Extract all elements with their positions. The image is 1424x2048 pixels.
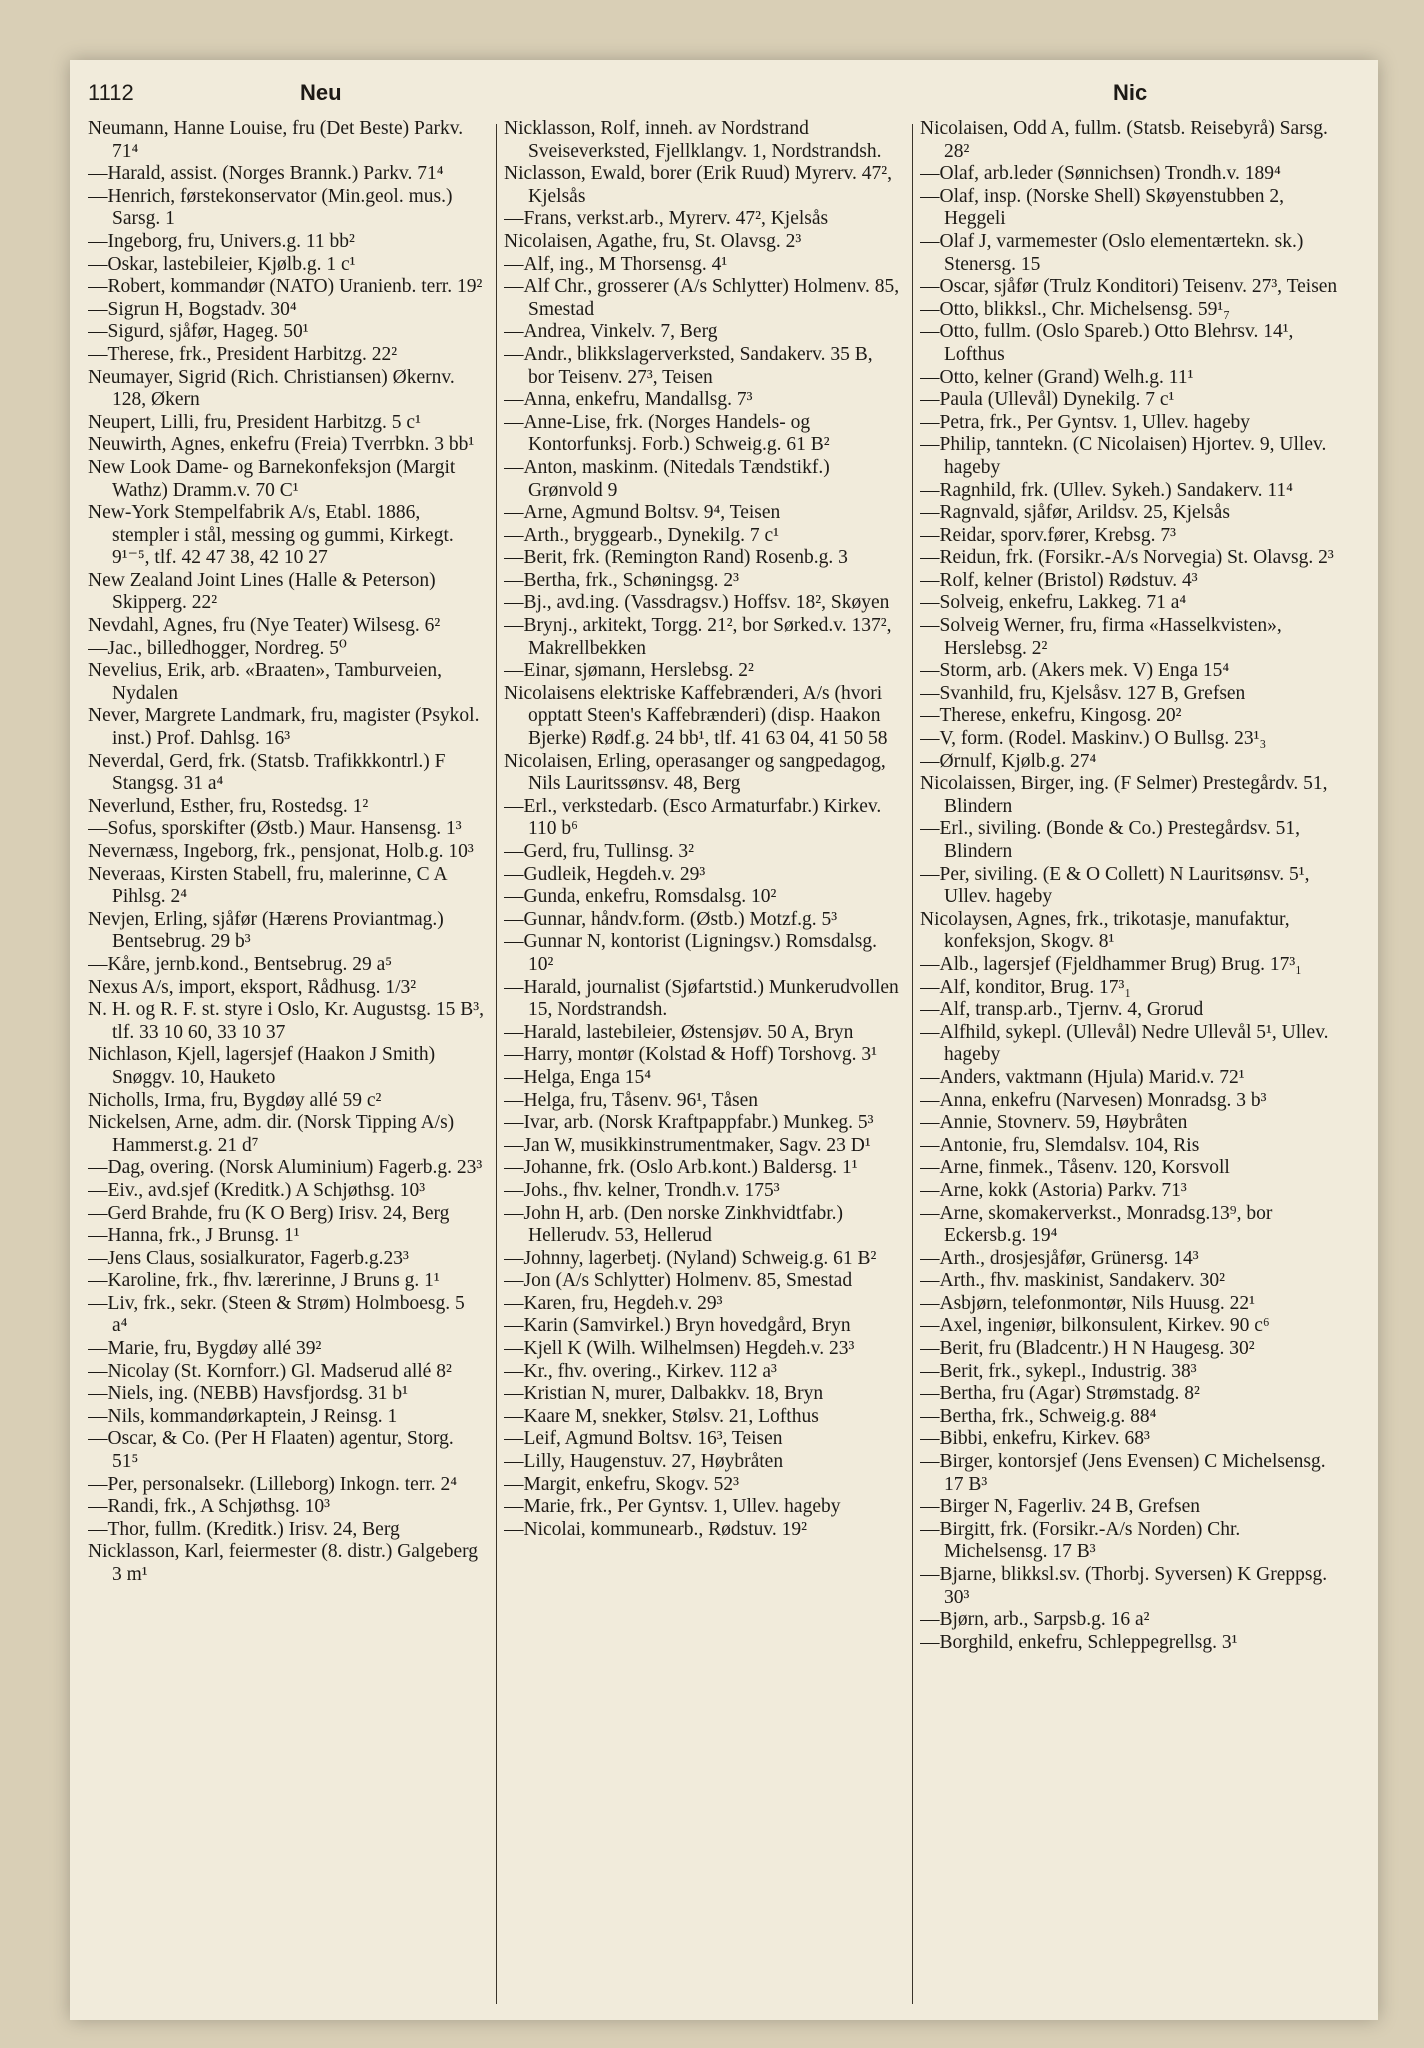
directory-entry: Nicolaisen, Erling, operasanger og sangpedagog, Nils Lauritssønsv. 48, Berg	[504, 750, 886, 795]
directory-entry: —Frans, verkst.arb., Myrerv. 47², Kjelsås	[504, 208, 829, 230]
directory-entry: —Jens Claus, sosialkurator, Fagerb.g.23³	[88, 1247, 409, 1269]
directory-entry: —Arne, Agmund Boltsv. 9⁴, Teisen	[504, 502, 781, 524]
directory-entry: —Birgitt, frk. (Forsikr.-A/s Norden) Chr. Michelsensg. 17 B³	[920, 1518, 1241, 1563]
directory-entry: —Berit, frk., sykepl., Industrig. 38³	[920, 1360, 1197, 1382]
page-header	[88, 80, 1360, 114]
directory-entry: —Olaf J, varmemester (Oslo elementærtekn. sk.) Stenersg. 15	[920, 230, 1304, 275]
directory-entry: —Anders, vaktmann (Hjula) Marid.v. 72¹	[920, 1066, 1245, 1088]
directory-entry: Never, Margrete Landmark, fru, magister (Psykol. inst.) Prof. Dahlsg. 16³	[88, 705, 480, 750]
directory-entry: Nicolaissen, Birger, ing. (F Selmer) Prestegårdv. 51, Blindern	[920, 773, 1328, 817]
directory-entry: Nickelsen, Arne, adm. dir. (Norsk Tipping A/s) Hammerst.g. 21 d⁷	[88, 1112, 455, 1156]
directory-entry: —Niels, ing. (NEBB) Havsfjordsg. 31 b¹	[88, 1383, 408, 1405]
directory-entry: —Randi, frk., A Schjøthsg. 10³	[88, 1496, 331, 1518]
directory-entry: —Alfhild, sykepl. (Ullevål) Nedre Ullevål 5¹, Ullev. hageby	[920, 1021, 1329, 1066]
directory-entry: —Nicolay (St. Kornforr.) Gl. Madserud allé 8²	[88, 1360, 452, 1382]
directory-entry: —Birger, kontorsjef (Jens Evensen) C Michelsensg. 17 B³	[920, 1451, 1326, 1495]
directory-entry: New Look Dame- og Barnekonfeksjon (Margit Wathz) Dramm.v. 70 C¹	[88, 456, 456, 501]
directory-entry: —Harry, montør (Kolstad & Hoff) Torshovg. 3¹	[504, 1044, 877, 1066]
directory-entry: —Marie, fru, Bygdøy allé 39²	[88, 1338, 322, 1360]
directory-entry: —Bj., avd.ing. (Vassdragsv.) Hoffsv. 18², Skøyen	[504, 592, 890, 614]
directory-entry: —Axel, ingeniør, bilkonsulent, Kirkev. 90 c⁶	[920, 1315, 1270, 1337]
directory-entry: —Per, siviling. (E & O Collett) N Lauritsønsv. 5¹, Ullev. hageby	[920, 863, 1310, 908]
directory-entry: —Rolf, kelner (Bristol) Rødstuv. 4³	[920, 569, 1198, 591]
directory-entry: —Brynj., arkitekt, Torgg. 21², bor Sørked.v. 137², Makrellbekken	[504, 615, 892, 659]
directory-entry: New Zealand Joint Lines (Halle & Peterson) Skipperg. 22²	[88, 569, 436, 614]
directory-entry: Neupert, Lilli, fru, President Harbitzg. 5 c¹	[88, 411, 421, 433]
directory-entry: —Andrea, Vinkelv. 7, Berg	[504, 321, 718, 343]
directory-entry: —Reidun, frk. (Forsikr.-A/s Norvegia) St. Olavsg. 2³	[920, 547, 1334, 569]
directory-entry: —Gunnar N, kontorist (Ligningsv.) Romsdalsg. 10²	[504, 931, 878, 975]
directory-entry: —John H, arb. (Den norske Zinkhvidtfabr.) Hellerudv. 53, Hellerud	[504, 1202, 844, 1247]
directory-entry: —Dag, overing. (Norsk Aluminium) Fagerb.g. 23³	[88, 1157, 483, 1179]
directory-entry: Nexus A/s, import, eksport, Rådhusg. 1/3²	[88, 976, 417, 998]
directory-entry: —Bertha, fru (Agar) Strømstadg. 8²	[920, 1383, 1200, 1405]
directory-entry: —Per, personalsekr. (Lilleborg) Inkogn. terr. 2⁴	[88, 1473, 458, 1495]
directory-entry: Nicolaysen, Agnes, frk., trikotasje, manufaktur, konfeksjon, Skogv. 8¹	[920, 908, 1290, 953]
directory-entry: —Gerd Brahde, fru (K O Berg) Irisv. 24, Berg	[88, 1202, 450, 1224]
directory-entry: —Arne, kokk (Astoria) Parkv. 71³	[920, 1179, 1187, 1201]
directory-entry: —Arth., drosjesjåfør, Grünersg. 14³	[920, 1247, 1199, 1269]
directory-entry: —Bertha, frk., Schøningsg. 2³	[504, 569, 739, 591]
directory-entry: —Einar, sjømann, Herslebsg. 2²	[504, 660, 754, 682]
directory-entry: —Andr., blikkslagerverksted, Sandakerv. 35 B, bor Teisenv. 27³, Teisen	[504, 343, 873, 388]
directory-entry: Neuwirth, Agnes, enkefru (Freia) Tverrbkn. 3 bb¹	[88, 434, 475, 456]
directory-columns	[88, 118, 1378, 2008]
directory-entry: —Helga, Enga 15⁴	[504, 1066, 652, 1088]
directory-entry: —Gudleik, Hegdeh.v. 29³	[504, 863, 706, 885]
directory-entry: Nevelius, Erik, arb. «Braaten», Tamburveien, Nydalen	[88, 660, 443, 704]
directory-entry: —Helga, fru, Tåsenv. 96¹, Tåsen	[504, 1089, 759, 1111]
directory-entry: —Robert, kommandør (NATO) Uranienb. terr. 19²	[88, 276, 483, 298]
directory-entry: —Ragnvald, sjåfør, Arildsv. 25, Kjelsås	[920, 502, 1230, 524]
directory-entry: —Erl., verkstedarb. (Esco Armaturfabr.) Kirkev. 110 b⁶	[504, 795, 882, 840]
directory-entry: —Alf, ing., M Thorsensg. 4¹	[504, 253, 728, 275]
directory-entry: —Alf, transp.arb., Tjernv. 4, Grorud	[920, 999, 1204, 1021]
directory-entry: —Johanne, frk. (Oslo Arb.kont.) Baldersg. 1¹	[504, 1157, 858, 1179]
directory-entry: —Asbjørn, telefonmontør, Nils Huusg. 22¹	[920, 1292, 1255, 1314]
directory-entry: Neumann, Hanne Louise, fru (Det Beste) Parkv. 71⁴	[88, 118, 464, 162]
directory-entry: —Alb., lagersjef (Fjeldhammer Brug) Brug. 17³₁	[920, 953, 1302, 975]
directory-entry: Nichlason, Kjell, lagersjef (Haakon J Smith) Snøggv. 10, Hauketo	[88, 1044, 436, 1088]
directory-entry: —Anton, maskinm. (Nitedals Tændstikf.) Grønvold 9	[504, 456, 830, 501]
directory-entry: —Ivar, arb. (Norsk Kraftpappfabr.) Munkeg. 5³	[504, 1112, 874, 1134]
directory-entry: —Philip, tanntekn. (C Nicolaisen) Hjortev. 9, Ullev. hageby	[920, 434, 1327, 478]
directory-entry: —Oscar, sjåfør (Trulz Konditori) Teisenv. 27³, Teisen	[920, 276, 1338, 298]
directory-entry: —Therese, frk., President Harbitzg. 22²	[88, 343, 398, 365]
directory-entry: —Kåre, jernb.kond., Bentsebrug. 29 a⁵	[88, 953, 393, 975]
directory-entry: Nevernæss, Ingeborg, frk., pensjonat, Holb.g. 10³	[88, 841, 474, 862]
directory-entry: —Erl., siviling. (Bonde & Co.) Prestegårdsv. 51, Blindern	[920, 818, 1301, 862]
directory-entry: Nevjen, Erling, sjåfør (Hærens Proviantmag.) Bentsebrug. 29 b³	[88, 908, 444, 953]
directory-entry: N. H. og R. F. st. styre i Oslo, Kr. Augustsg. 15 B³, tlf. 33 10 60, 33 10 37	[88, 999, 484, 1043]
directory-entry: Nicolaisen, Odd A, fullm. (Statsb. Reisebyrå) Sarsg. 28²	[920, 118, 1328, 162]
directory-entry: —Svanhild, fru, Kjelsåsv. 127 B, Grefsen	[920, 682, 1246, 704]
directory-entry: —Anna, enkefru (Narvesen) Monradsg. 3 b³	[920, 1089, 1267, 1111]
directory-entry: —Gunnar, håndv.form. (Østb.) Motzf.g. 5³	[504, 908, 838, 930]
directory-entry: —Johs., fhv. kelner, Trondh.v. 175³	[504, 1179, 780, 1201]
directory-entry: —Alf, konditor, Brug. 17³₁	[920, 976, 1132, 998]
directory-entry: —Kaare M, snekker, Stølsv. 21, Lofthus	[504, 1405, 819, 1427]
directory-entry: —Arne, skomakerverkst., Monradsg.13⁹, bor Eckersb.g. 19⁴	[920, 1202, 1273, 1247]
directory-entry: —Johnny, lagerbetj. (Nyland) Schweig.g. 61 B²	[504, 1247, 877, 1269]
directory-entry: —Nils, kommandørkaptein, J Reinsg. 1	[88, 1405, 398, 1427]
header-keyword-right: Nic	[1113, 80, 1148, 105]
directory-entry: Nevdahl, Agnes, fru (Nye Teater) Wilsesg. 6²	[88, 615, 441, 637]
directory-entry: —Margit, enkefru, Skogv. 52³	[504, 1473, 739, 1495]
directory-entry: —Berit, fru (Bladcentr.) H N Haugesg. 30²	[920, 1338, 1255, 1360]
page-number: 1112	[88, 80, 134, 105]
directory-entry: —Sigrun H, Bogstadv. 30⁴	[88, 298, 297, 320]
directory-entry: —Otto, blikksl., Chr. Michelsensg. 59¹₇	[920, 298, 1231, 320]
column-3	[920, 118, 1340, 2008]
directory-entry: —Sigurd, sjåfør, Hageg. 50¹	[88, 321, 309, 343]
directory-entry: —Liv, frk., sekr. (Steen & Strøm) Holmboesg. 5 a⁴	[88, 1292, 465, 1337]
directory-entry: —Gerd, fru, Tullinsg. 3²	[504, 841, 695, 862]
directory-entry: —Oskar, lastebileier, Kjølb.g. 1 c¹	[88, 253, 356, 275]
directory-entry: —Kristian N, murer, Dalbakkv. 18, Bryn	[504, 1383, 824, 1405]
directory-entry: Nicklasson, Rolf, inneh. av Nordstrand Sveiseverksted, Fjellklangv. 1, Nordstrandsh.	[504, 118, 882, 162]
directory-entry: —Birger N, Fagerliv. 24 B, Grefsen	[920, 1496, 1200, 1518]
directory-entry: Nicolaisen, Agathe, fru, St. Olavsg. 2³	[504, 230, 802, 252]
directory-entry: —Jon (A/s Schlytter) Holmenv. 85, Smestad	[504, 1270, 853, 1292]
directory-entry: —Anna, enkefru, Mandallsg. 7³	[504, 389, 753, 411]
directory-entry: —Hanna, frk., J Brunsg. 1¹	[88, 1225, 300, 1247]
directory-entry: —Petra, frk., Per Gyntsv. 1, Ullev. hageby	[920, 411, 1250, 433]
directory-entry: —Karen, fru, Hegdeh.v. 29³	[504, 1292, 723, 1314]
directory-entry: —Eiv., avd.sjef (Kreditk.) A Schjøthsg. 10³	[88, 1179, 426, 1201]
directory-entry: —Ørnulf, Kjølb.g. 27⁴	[920, 750, 1097, 772]
directory-entry: Neverdal, Gerd, frk. (Statsb. Trafikkkontrl.) F Stangsg. 31 a⁴	[88, 750, 446, 795]
directory-entry: —Bjarne, blikksl.sv. (Thorbj. Syversen) K Greppsg. 30³	[920, 1564, 1328, 1608]
directory-entry: Nicklasson, Karl, feiermester (8. distr.) Galgeberg 3 m¹	[88, 1541, 479, 1585]
directory-entry: —Harald, journalist (Sjøfartstid.) Munkerudvollen 15, Nordstrandsh.	[504, 976, 899, 1021]
directory-entry: —Kr., fhv. overing., Kirkev. 112 a³	[504, 1360, 777, 1382]
directory-entry: —Karoline, frk., fhv. lærerinne, J Bruns g. 1¹	[88, 1270, 440, 1292]
directory-entry: Nicolaisens elektriske Kaffebrænderi, A/s (hvori opptatt Steen's Kaffebrænderi) (disp. Haakon Bjerke) Rødf.g. 24 bb¹, tlf. 41 63 04, 41 50 58	[504, 682, 888, 750]
directory-entry: —Otto, kelner (Grand) Welh.g. 11¹	[920, 366, 1194, 388]
directory-entry: —Olaf, insp. (Norske Shell) Skøyenstubben 2, Heggeli	[920, 185, 1284, 230]
directory-entry: —Olaf, arb.leder (Sønnichsen) Trondh.v. 189⁴	[920, 163, 1281, 185]
directory-entry: —Nicolai, kommunearb., Rødstuv. 19²	[504, 1518, 808, 1540]
directory-entry: —Bibbi, enkefru, Kirkev. 68³	[920, 1428, 1150, 1450]
directory-entry: Neumayer, Sigrid (Rich. Christiansen) Økernv. 128, Økern	[88, 366, 455, 411]
directory-entry: —Lilly, Haugenstuv. 27, Høybråten	[504, 1451, 784, 1473]
directory-entry: —Sofus, sporskifter (Østb.) Maur. Hansensg. 1³	[88, 818, 462, 840]
directory-entry: —Antonie, fru, Slemdalsv. 104, Ris	[920, 1134, 1200, 1156]
directory-page	[70, 60, 1378, 2020]
directory-entry: —Ingeborg, fru, Univers.g. 11 bb²	[88, 230, 355, 252]
directory-entry: —Solveig Werner, fru, firma «Hasselkvisten», Herslebsg. 2²	[920, 615, 1282, 659]
directory-entry: Nicholls, Irma, fru, Bygdøy allé 59 c²	[88, 1089, 382, 1111]
directory-entry: —Therese, enkefru, Kingosg. 20²	[920, 705, 1182, 727]
directory-entry: Niclasson, Ewald, borer (Erik Ruud) Myrerv. 47², Kjelsås	[504, 163, 892, 207]
directory-entry: —Jan W, musikkinstrumentmaker, Sagv. 23 D¹	[504, 1134, 871, 1156]
directory-entry: —Borghild, enkefru, Schleppegrellsg. 3¹	[920, 1631, 1238, 1653]
directory-entry: —Harald, assist. (Norges Brannk.) Parkv. 71⁴	[88, 163, 444, 185]
directory-entry: —Leif, Agmund Boltsv. 16³, Teisen	[504, 1428, 783, 1450]
directory-entry: —Reidar, sporv.fører, Krebsg. 7³	[920, 524, 1176, 546]
directory-entry: —Bertha, frk., Schweig.g. 88⁴	[920, 1405, 1157, 1427]
column-1	[88, 118, 484, 2008]
directory-entry: Neverlund, Esther, fru, Rostedsg. 1²	[88, 795, 369, 817]
column-2	[504, 118, 900, 2008]
header-keyword-left: Neu	[300, 80, 342, 105]
directory-entry: —Gunda, enkefru, Romsdalsg. 10²	[504, 886, 777, 908]
directory-entry: —Jac., billedhogger, Nordreg. 5⁰	[88, 637, 347, 659]
directory-entry: —Kjell K (Wilh. Wilhelmsen) Hegdeh.v. 23³	[504, 1338, 855, 1360]
directory-entry: —Henrich, førstekonservator (Min.geol. mus.) Sarsg. 1	[88, 185, 453, 230]
directory-entry: —Alf Chr., grosserer (A/s Schlytter) Holmenv. 85, Smestad	[504, 276, 900, 320]
directory-entry: —Oscar, & Co. (Per H Flaaten) agentur, Storg. 51⁵	[88, 1428, 454, 1473]
directory-entry: —Otto, fullm. (Oslo Spareb.) Otto Blehrsv. 14¹, Lofthus	[920, 321, 1294, 365]
directory-entry: —Anne-Lise, frk. (Norges Handels- og Kontorfunksj. Forb.) Schweig.g. 61 B²	[504, 411, 830, 456]
directory-entry: —Storm, arb. (Akers mek. V) Enga 15⁴	[920, 660, 1230, 682]
directory-entry: —Bjørn, arb., Sarpsb.g. 16 a²	[920, 1609, 1150, 1631]
directory-entry: —Karin (Samvirkel.) Bryn hovedgård, Bryn	[504, 1315, 851, 1337]
directory-entry: —Arne, finmek., Tåsenv. 120, Korsvoll	[920, 1157, 1230, 1179]
directory-entry: New-York Stempelfabrik A/s, Etabl. 1886, stempler i stål, messing og gummi, Kirkegt. 9¹⁻⁵, tlf. 42 47 38, 42 10 27	[88, 502, 454, 569]
directory-entry: —Ragnhild, frk. (Ullev. Sykeh.) Sandakerv. 11⁴	[920, 479, 1293, 501]
directory-entry: —Harald, lastebileier, Østensjøv. 50 A, Bryn	[504, 1021, 854, 1043]
directory-entry: —Solveig, enkefru, Lakkeg. 71 a⁴	[920, 592, 1187, 614]
directory-entry: —V, form. (Rodel. Maskinv.) O Bullsg. 23¹₃	[920, 728, 1267, 750]
directory-entry: —Paula (Ullevål) Dynekilg. 7 c¹	[920, 389, 1175, 411]
directory-entry: —Thor, fullm. (Kreditk.) Irisv. 24, Berg	[88, 1518, 400, 1540]
directory-entry: —Arth., fhv. maskinist, Sandakerv. 30²	[920, 1270, 1225, 1292]
directory-entry: —Annie, Stovnerv. 59, Høybråten	[920, 1112, 1188, 1134]
directory-entry: —Arth., bryggearb., Dynekilg. 7 c¹	[504, 524, 779, 546]
directory-entry: —Berit, frk. (Remington Rand) Rosenb.g. 3	[504, 547, 848, 569]
directory-entry: Neveraas, Kirsten Stabell, fru, malerinne, C A Pihlsg. 2⁴	[88, 863, 447, 908]
directory-entry: —Marie, frk., Per Gyntsv. 1, Ullev. hageby	[504, 1496, 841, 1518]
